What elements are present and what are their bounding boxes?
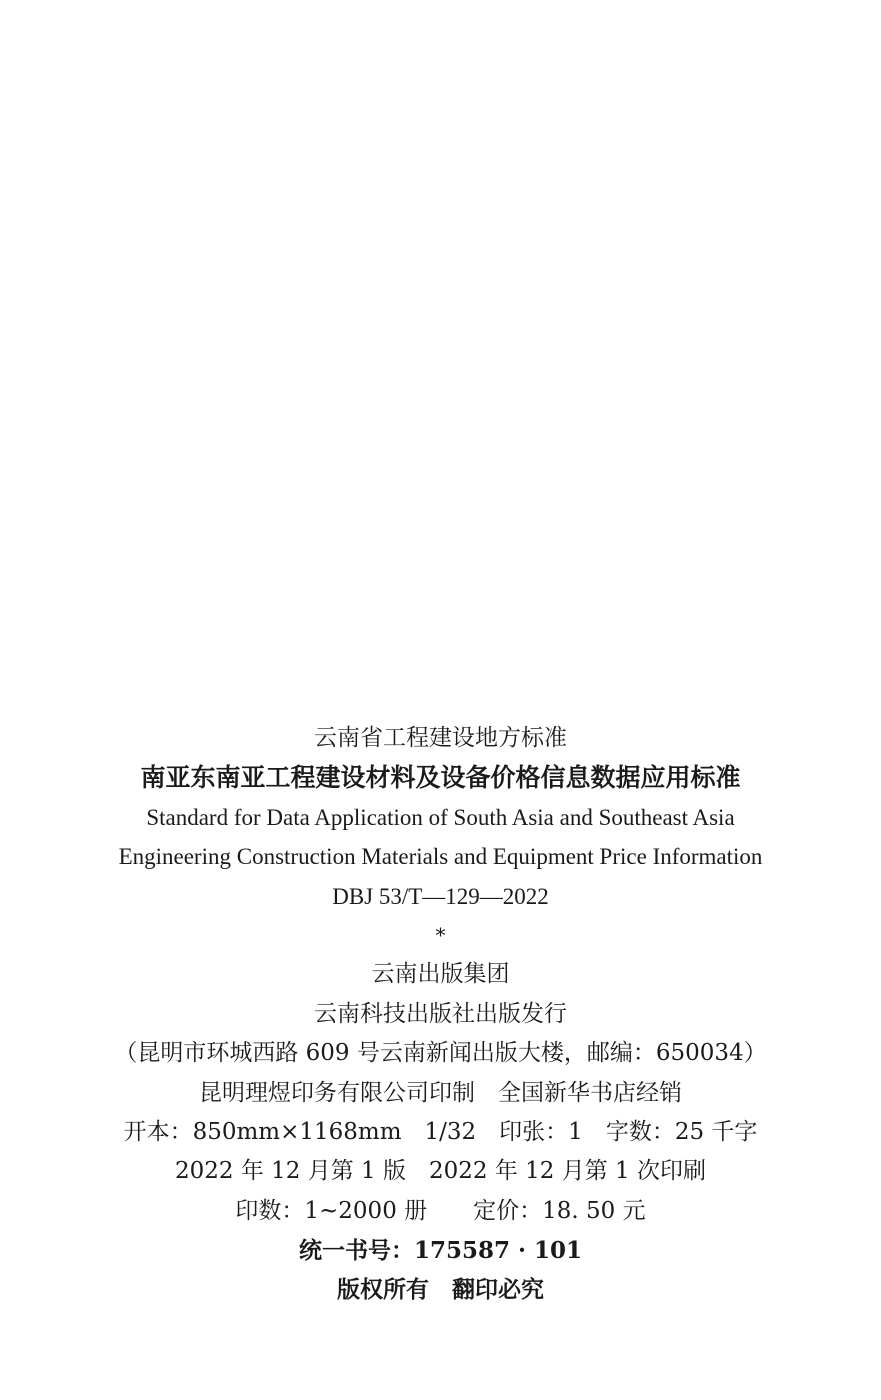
print-run-and-price: 印数：1~2000 册 定价：18. 50 元: [235, 1197, 646, 1224]
standard-number: DBJ 53/T—129—2022: [332, 883, 549, 909]
unified-book-number: 统一书号：175587 · 101: [298, 1237, 583, 1265]
publisher-address: （昆明市环城西路 609 号云南新闻出版大楼，邮编：650034）: [114, 1040, 767, 1067]
english-title-line-1: Standard for Data Application of South Asia and Southeast Asia: [146, 804, 735, 830]
colophon: [0, 719, 881, 1310]
separator-asterisk: *: [435, 922, 446, 947]
book-format: 开本：850mm×1168mm 1/32 印张：1 字数：25 千字: [123, 1118, 758, 1145]
publisher-group: 云南出版集团: [371, 961, 510, 988]
chinese-title: 南亚东南亚工程建设材料及设备价格信息数据应用标准: [140, 763, 741, 793]
publisher: 云南科技出版社出版发行: [314, 1000, 567, 1027]
printer-distributor: 昆明理煜印务有限公司印制 全国新华书店经销: [199, 1079, 682, 1106]
copyright-notice: 版权所有 翻印必究: [337, 1276, 544, 1304]
edition-info: 2022 年 12 月第 1 版 2022 年 12 月第 1 次印刷: [175, 1158, 706, 1185]
standard-series: 云南省工程建设地方标准: [314, 725, 567, 751]
english-title-line-2: Engineering Construction Materials and Equipment Price Information: [118, 844, 763, 870]
